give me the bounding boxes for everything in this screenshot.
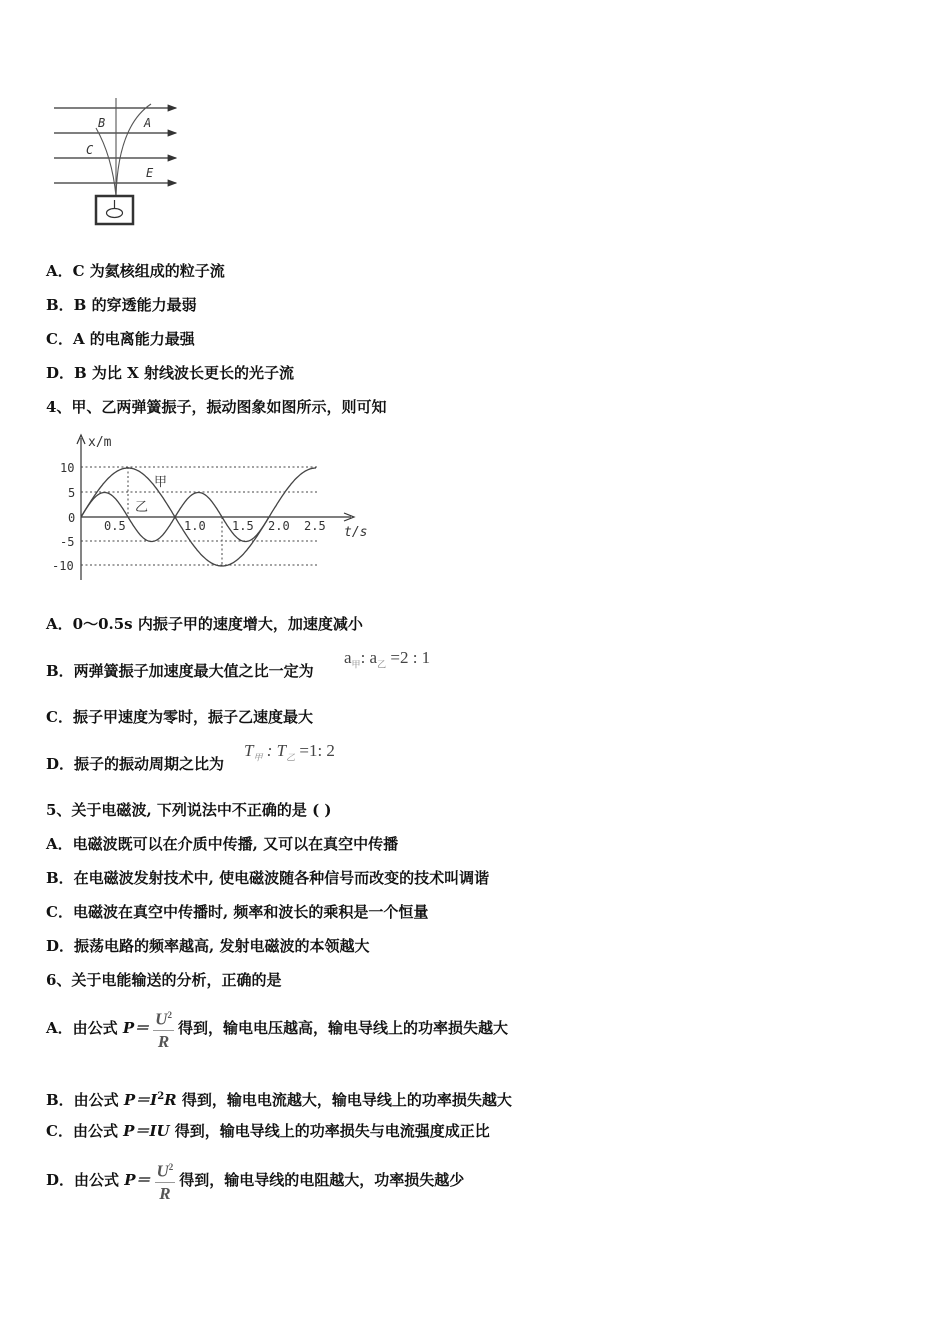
vibration-graph (46, 430, 376, 585)
y-axis (77, 435, 85, 580)
q5-option-a: A．电磁波既可以在介质中传播, 又可以在真空中传播 (46, 835, 399, 853)
fraction-u2-over-r: $\frac{U^2}{R}$ (153, 1005, 174, 1053)
q6-option-b: B．由公式 $P=I^2R$ 得到，输电电流越大，输电导线上的功率损失越大 (46, 1091, 512, 1109)
q3-option-b: B．B 的穿透能力最弱 (46, 296, 197, 314)
q4-stem: 4、甲、乙两弹簧振子，振动图象如图所示，则可知 (46, 398, 387, 416)
q4-option-d-formula: $T_甲$ : $T_乙 =1$: 2 (244, 741, 335, 763)
x-axis-label: t/s (344, 525, 368, 540)
q6-stem: 6、关于电能输送的分析，正确的是 (46, 971, 282, 989)
label-jia: 甲 (154, 475, 168, 490)
label-B: B (98, 116, 106, 130)
label-A: A (144, 116, 152, 130)
x-tick-0.5: 0.5 (104, 519, 126, 533)
label-E: E (146, 166, 154, 180)
x-tick-1.5: 1.5 (232, 519, 254, 533)
source-sample (107, 209, 123, 218)
x-tick-2.0: 2.0 (268, 519, 290, 533)
x-tick-2.5: 2.5 (304, 519, 326, 533)
q6-option-c: C．由公式 P＝IU 得到，输电导线上的功率损失与电流强度成正比 (46, 1122, 490, 1140)
q5-option-b: B．在电磁波发射技术中, 使电磁波随各种信号而改变的技术叫调谐 (46, 869, 490, 887)
q4-option-b: B．两弹簧振子加速度最大值之比一定为 (46, 662, 314, 680)
q4-option-d: D．振子的振动周期之比为 (46, 755, 225, 773)
x-tick-1.0: 1.0 (184, 519, 206, 533)
label-yi: 乙 (135, 500, 149, 515)
q3-option-d: D．B 为比 X 射线波长更长的光子流 (46, 364, 294, 382)
q5-stem: 5、关于电磁波, 下列说法中不正确的是 ( ) (46, 801, 332, 819)
y-axis-label: x/m (88, 435, 112, 450)
fraction-u2-over-r: $\frac{U^2}{R}$ (155, 1157, 176, 1205)
field-lines (54, 108, 176, 183)
radiation-field-figure (46, 96, 186, 230)
q6-option-d: D．由公式 P＝ $\frac{U^2}{R}$ 得到，输电导线的电阻越大，功率损失越少 (46, 1157, 464, 1205)
y-tick-10: 10 (60, 461, 75, 475)
q5-option-c: C．电磁波在真空中传播时, 频率和波长的乘积是一个恒量 (46, 903, 429, 921)
q6-option-a: A．由公式 P＝ $\frac{U^2}{R}$ 得到，输电电压越高，输电导线上的功率损失越大 (46, 1005, 508, 1053)
label-C: C (86, 143, 94, 157)
y-tick-neg5: -5 (60, 535, 75, 549)
y-tick-5: 5 (68, 486, 76, 500)
q4-option-b-formula: $a_甲$: $a_乙 =2$ : 1 (344, 648, 431, 670)
q3-option-a: A．C 为氦核组成的粒子流 (46, 262, 225, 280)
q4-option-c: C．振子甲速度为零时，振子乙速度最大 (46, 708, 313, 726)
q3-option-c: C．A 的电离能力最强 (46, 330, 195, 348)
y-tick-neg10: -10 (52, 559, 74, 573)
grid-dashes (81, 467, 318, 565)
q5-option-d: D．振荡电路的频率越高, 发射电磁波的本领越大 (46, 937, 370, 955)
y-tick-0: 0 (68, 511, 76, 525)
q4-option-a: A．0～0.5s 内振子甲的速度增大，加速度减小 (46, 615, 363, 633)
particle-tracks (96, 98, 151, 196)
